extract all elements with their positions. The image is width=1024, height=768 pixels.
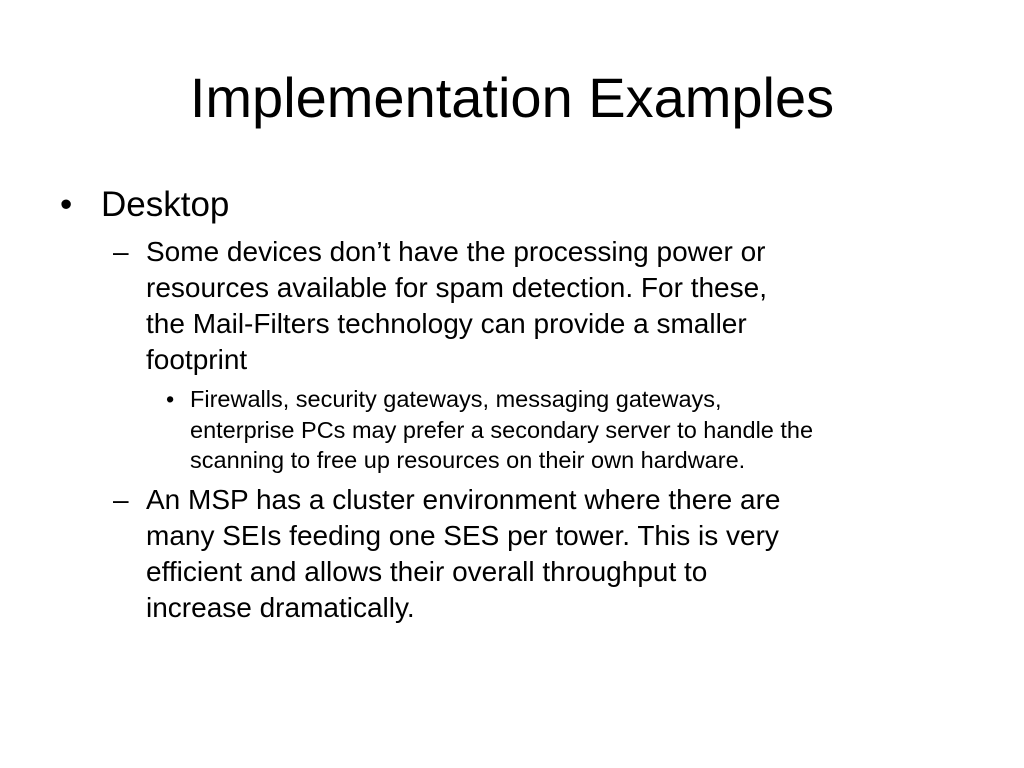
dash-marker: –	[113, 236, 129, 267]
slide-content	[0, 182, 1024, 626]
bullet-text: Desktop	[101, 185, 230, 224]
sub-sub-bullet-firewalls	[0, 384, 980, 476]
sub-bullet-line: the Mail-Filters technology can provide a smaller	[146, 308, 747, 339]
sub-bullet-line: increase dramatically.	[146, 591, 415, 623]
sub-sub-bullet-line: scanning to free up resources on their own hardware.	[190, 447, 746, 473]
sub-sub-bullet-line: enterprise PCs may prefer a secondary server to handle the	[190, 416, 814, 443]
bullet-marker: •	[60, 185, 73, 224]
sub-bullet-line: resources available for spam detection. For these,	[146, 272, 767, 303]
sub-bullet-line: Some devices don’t have the processing power or	[146, 236, 766, 267]
sub-bullet-line: footprint	[146, 344, 248, 375]
sub-bullet-line: An MSP has a cluster environment where there are	[146, 483, 781, 515]
dash-marker: –	[113, 483, 129, 515]
sub-bullet-line: many SEIs feeding one SES per tower. This is very	[146, 519, 779, 551]
sub-bullet-msp-cluster	[0, 482, 946, 626]
sub-sub-bullet-line: Firewalls, security gateways, messaging gateways,	[190, 386, 722, 412]
bullet-desktop	[0, 182, 1024, 228]
bullet-marker: •	[166, 386, 175, 412]
slide-title: Implementation Examples	[189, 66, 835, 129]
sub-bullet-processing-power	[0, 234, 946, 378]
sub-bullet-line: efficient and allows their overall throughput to	[146, 555, 708, 587]
